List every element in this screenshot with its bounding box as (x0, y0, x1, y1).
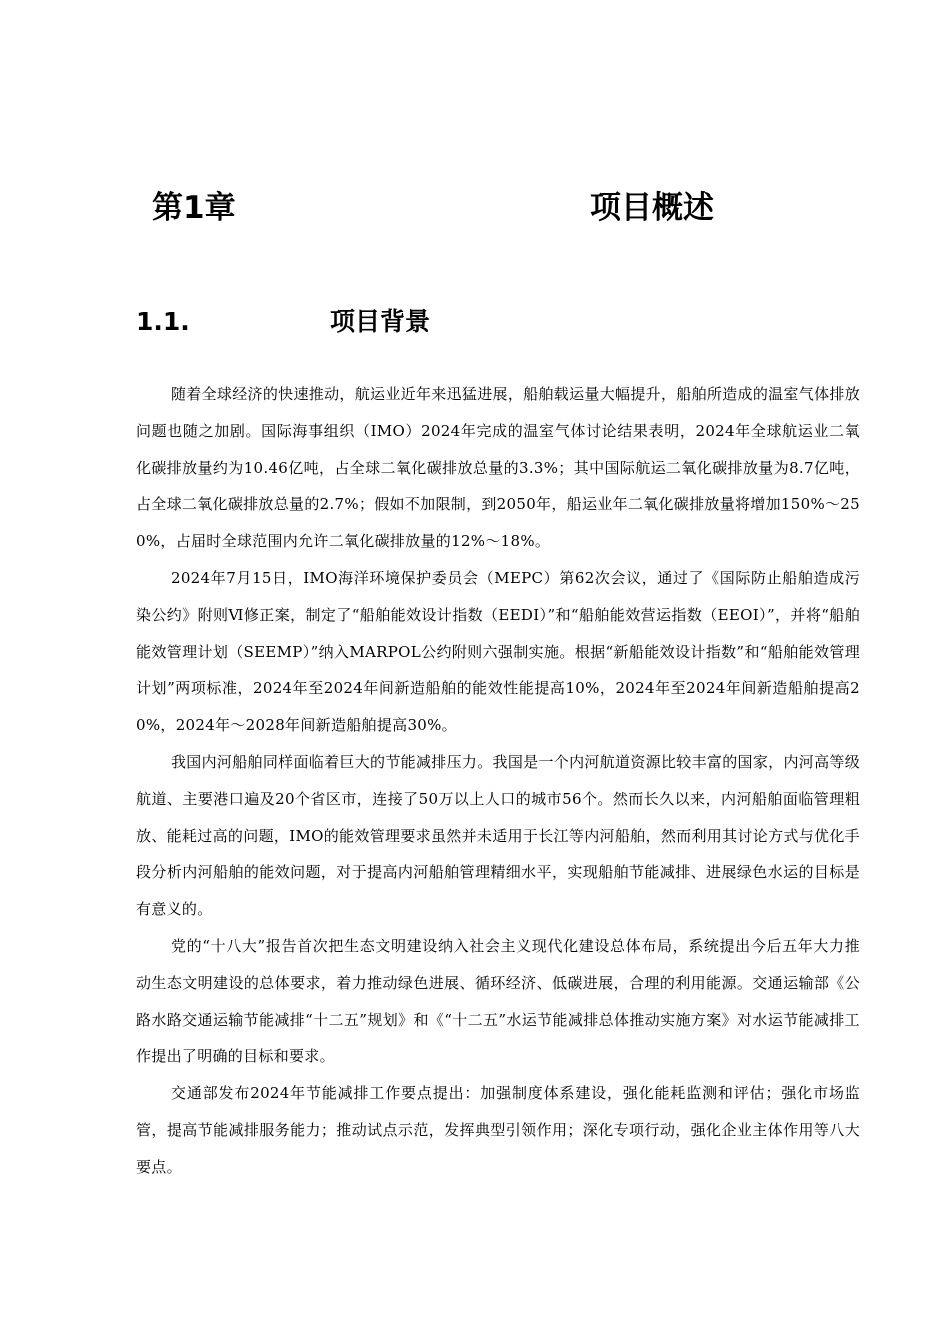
section-heading (136, 302, 636, 342)
chapter-title: 项目概述 (590, 190, 714, 226)
paragraph: 党的“十八大”报告首次把生态文明建设纳入社会主义现代化建设总体布局，系统提出今后五年大力推动生态文明建设的总体要求，着力推动绿色进展、循环经济、低碳进展，合理的利用能源。交通运输部《公路水路交通运输节能减排“十二五”规划》和《“十二五”水运节能减排总体推动实施方案》对水运节能减排工作提出了明确的目标和要求。 (136, 936, 860, 1066)
section-number: 1.1. (136, 307, 190, 336)
chapter-number: 第1章 (152, 190, 236, 226)
chapter-heading (152, 186, 752, 230)
paragraph: 交通部发布2024年节能减排工作要点提出：加强制度体系建设，强化能耗监测和评估；强化市场监管，提高节能减排服务能力；推动试点示范，发挥典型引领作用；深化专项行动，强化企业主体作用等八大要点。 (136, 1084, 860, 1176)
paragraph: 随着全球经济的快速推动，航运业近年来迅猛进展，船舶载运量大幅提升，船舶所造成的温室气体排放问题也随之加剧。国际海事组织（IMO）2024年完成的温室气体讨论结果表明，2024年全球航运业二氧化碳排放量约为10.46亿吨，占全球二氧化碳排放总量的3.3%；其中国际航运二氧化碳排放量为8.7亿吨，占全球二氧化碳排放总量的2.7%；假如不加限制，到2050年，船运业年二氧化碳排放量将增加150%～250%，占届时全球范围内允许二氧化碳排放量的12%～18%。 (136, 385, 860, 551)
paragraph: 2024年7月15日，IMO海洋环境保护委员会（MEPC）第62次会议，通过了《国际防止船舶造成污染公约》附则Ⅵ修正案，制定了“船舶能效设计指数（EEDI）”和“船舶能效营运指数（EEOI）”，并将“船舶能效管理计划（SEEMP）”纳入MARPOL公约附则六强制实施。根据“新船能效设计指数”和“船舶能效管理计划”两项标准，2024年至2024年间新造船舶的能效性能提高10%，2024年至2024年间新造船舶提高20%，2024年～2028年间新造船舶提高30%。 (136, 568, 860, 735)
paragraph: 我国内河船舶同样面临着巨大的节能减排压力。我国是一个内河航道资源比较丰富的国家，内河高等级航道、主要港口遍及20个省区市，连接了50万以上人口的城市56个。然而长久以来，内河船舶面临管理粗放、能耗过高的问题，IMO的能效管理要求虽然并未适用于长江等内河船舶，然而利用其讨论方式与优化手段分析内河船舶的能效问题，对于提高内河船舶管理精细水平，实现船舶节能减排、进展绿色水运的目标是有意义的。 (136, 752, 860, 919)
section-title: 项目背景 (330, 307, 431, 336)
section-body (136, 376, 860, 1186)
